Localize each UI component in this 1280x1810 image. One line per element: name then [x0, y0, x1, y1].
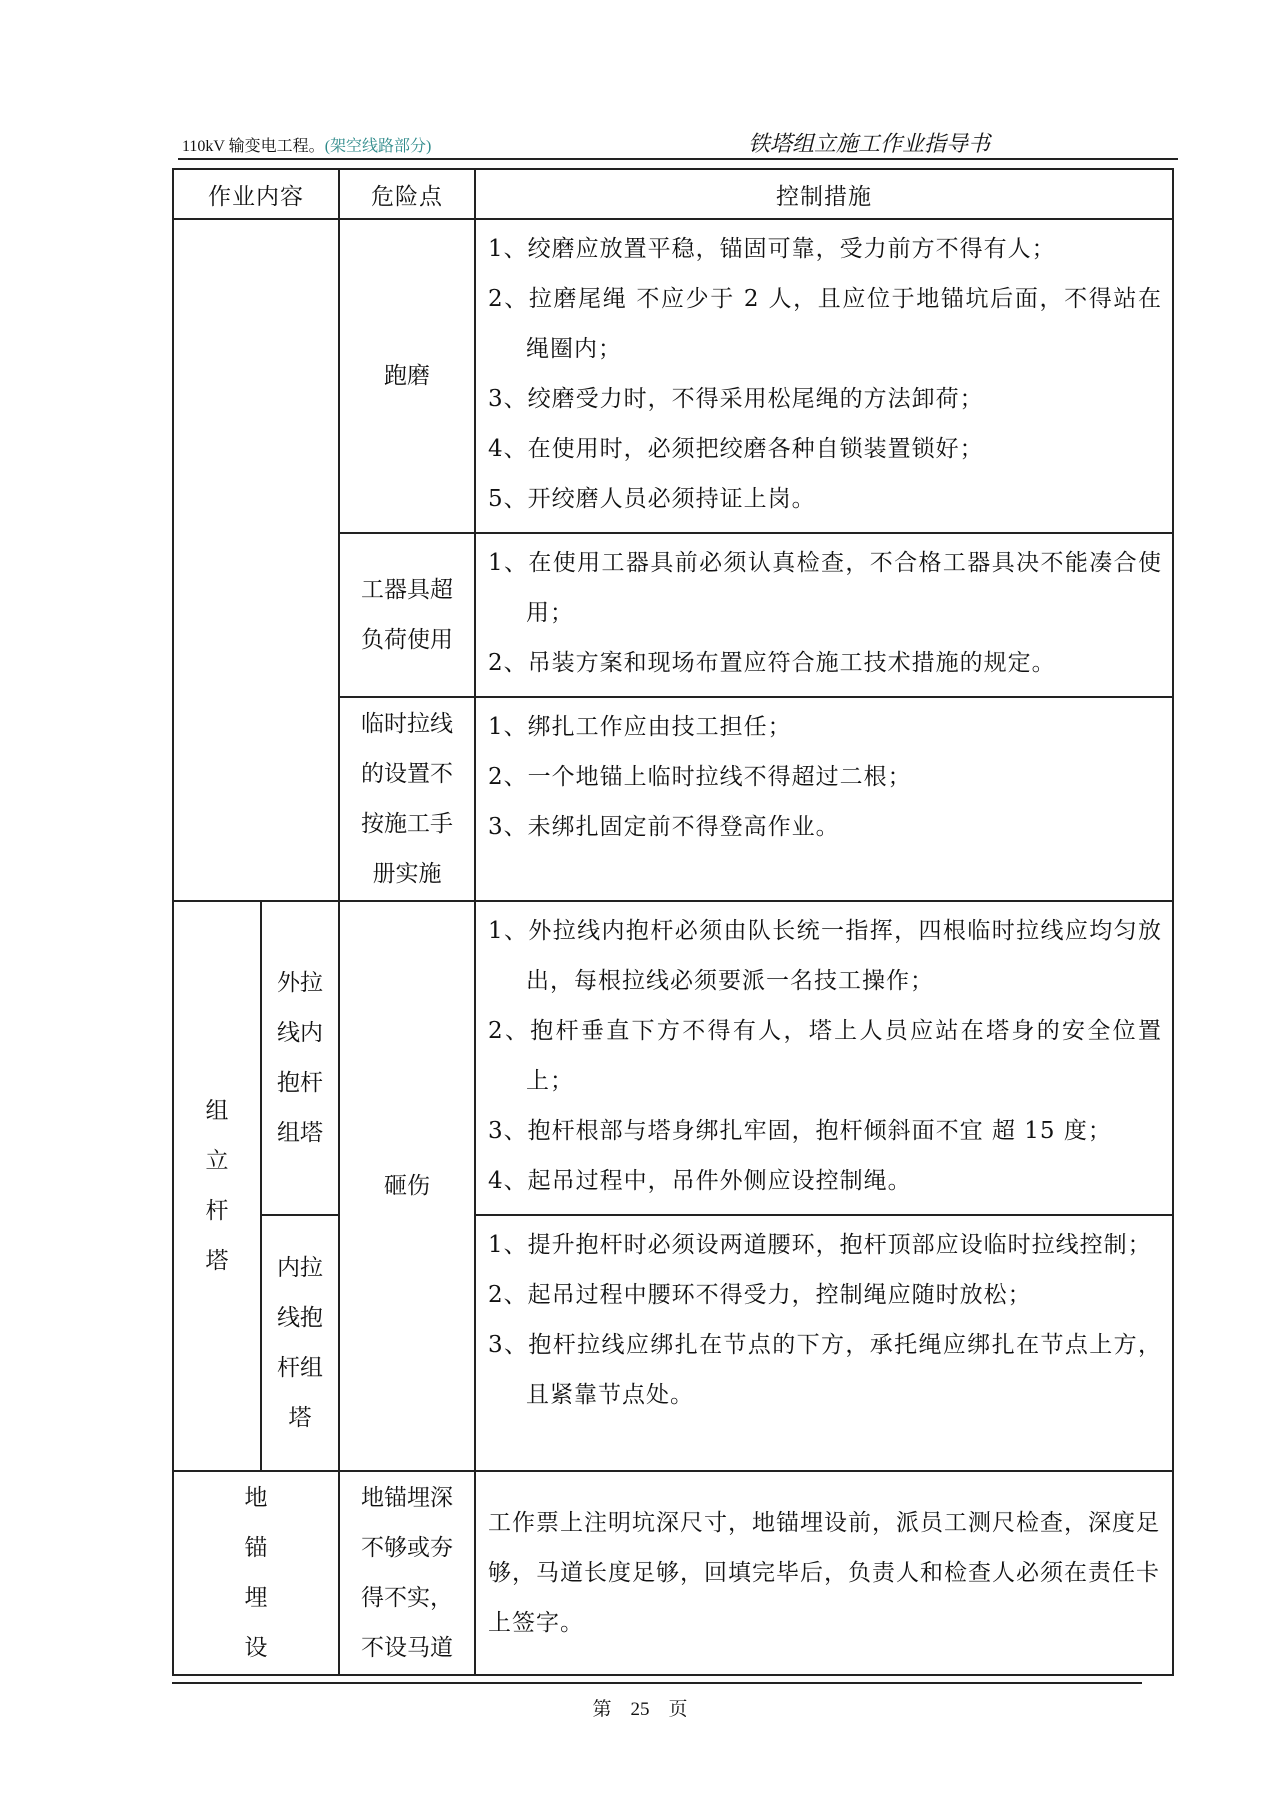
table-row	[173, 1471, 1173, 1675]
measure-item: 3、未绑扎固定前不得登高作业。	[488, 814, 840, 840]
hazard-cell: 临时拉线 的设置不 按施工手 册实施	[339, 697, 475, 901]
footer-rule	[172, 1682, 1142, 1684]
measure-item: 1、绑扎工作应由技工担任；	[488, 714, 792, 740]
hazard-cell: 地锚埋深 不够或夯 得不实， 不设马道	[339, 1471, 475, 1675]
method-cell: 外拉 线内 抱杆 组塔	[261, 901, 339, 1215]
measure-item: 1、绞磨应放置平稳，锚固可靠，受力前方不得有人；	[488, 236, 1056, 262]
measure-item: 1、在使用工器具前必须认真检查，不合格工器具决不能凑合使用；	[488, 550, 1162, 626]
header-hazard: 危险点	[339, 169, 475, 219]
measure-item: 2、一个地锚上临时拉线不得超过二根；	[488, 764, 912, 790]
measure-item: 1、外拉线内抱杆必须由队长统一指挥，四根临时拉线应均匀放出，每根拉线必须要派一名技工操作；	[488, 918, 1162, 994]
work-content-cell-empty	[173, 219, 339, 901]
table-row	[173, 219, 1173, 533]
measures-cell	[475, 901, 1173, 1215]
measure-item: 2、吊装方案和现场布置应符合施工技术措施的规定。	[488, 650, 1056, 676]
header-work-content: 作业内容	[173, 169, 339, 219]
measure-item: 2、拉磨尾绳 不应少于 2 人，且应位于地锚坑后面，不得站在绳圈内；	[488, 286, 1162, 362]
category-cell: 地 锚 埋 设	[173, 1471, 339, 1675]
measure-item: 4、在使用时，必须把绞磨各种自锁装置锁好；	[488, 436, 984, 462]
measure-item: 2、起吊过程中腰环不得受力，控制绳应随时放松；	[488, 1282, 1032, 1308]
hazard-cell: 工器具超 负荷使用	[339, 533, 475, 697]
document-title: 铁塔组立施工作业指导书	[748, 132, 991, 157]
hazard-cell: 砸伤	[339, 901, 475, 1471]
header-rule	[178, 158, 1178, 160]
table-row	[173, 901, 1173, 1215]
measures-cell: 工作票上注明坑深尺寸，地锚埋设前，派员工测尺检查，深度足够，马道长度足够，回填完毕后，负责人和检查人必须在责任卡上签字。	[475, 1471, 1173, 1675]
measures-cell	[475, 533, 1173, 697]
project-title: 110kV 输变电工程。	[182, 138, 325, 155]
measure-item: 2、抱杆垂直下方不得有人，塔上人员应站在塔身的安全位置上；	[488, 1018, 1162, 1094]
category-cell: 组 立 杆 塔	[173, 901, 261, 1471]
table-header-row	[173, 169, 1173, 219]
measure-item: 3、抱杆根部与塔身绑扎牢固，抱杆倾斜面不宜 超 15 度；	[488, 1118, 1112, 1144]
measure-item: 4、起吊过程中，吊件外侧应设控制绳。	[488, 1168, 912, 1194]
project-name	[182, 133, 431, 156]
page-number: 第 25 页	[592, 1699, 688, 1720]
measure-item: 1、提升抱杆时必须设两道腰环，抱杆顶部应设临时拉线控制；	[488, 1232, 1152, 1258]
method-cell: 内拉 线抱 杆组 塔	[261, 1215, 339, 1471]
hazard-control-table	[172, 168, 1174, 1676]
table-row	[173, 1215, 1173, 1471]
project-subtitle: (架空线路部分)	[324, 138, 432, 155]
measure-item: 3、绞磨受力时，不得采用松尾绳的方法卸荷；	[488, 386, 984, 412]
measures-cell	[475, 1215, 1173, 1471]
measure-item: 5、开绞磨人员必须持证上岗。	[488, 486, 816, 512]
measure-item: 3、抱杆拉线应绑扎在节点的下方，承托绳应绑扎在节点上方，且紧靠节点处。	[488, 1332, 1162, 1408]
header-control-measures: 控制措施	[475, 169, 1173, 219]
measures-cell	[475, 697, 1173, 901]
hazard-cell: 跑磨	[339, 219, 475, 533]
page-header	[178, 128, 1178, 158]
measures-cell	[475, 219, 1173, 533]
